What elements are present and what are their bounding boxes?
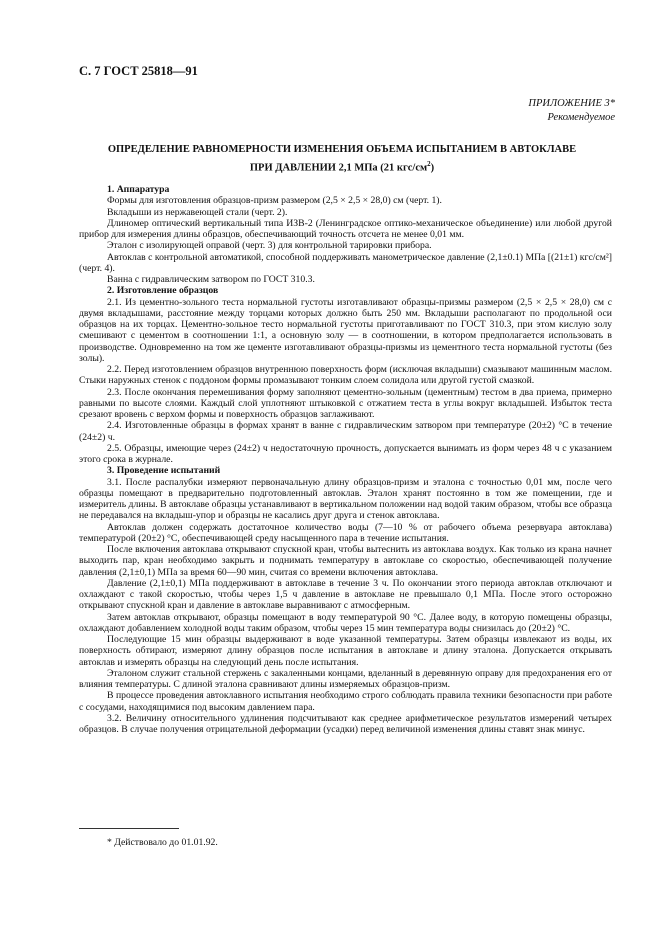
paragraph: Автоклав должен содержать достаточное количество воды (7—10 % от рабочего объема резервуара автоклава) температурой (20±2) °С, обеспечивающей среду насыщенного пара в течение испытания.: [79, 521, 612, 544]
paragraph: Автоклав с контрольной автоматикой, способной поддерживать манометрическое давление (2,1±0.1) МПа [(21±1) кгс/см²] (черт. 4).: [79, 251, 612, 274]
page-header: С. 7 ГОСТ 25818—91: [79, 64, 198, 78]
title-superscript: 2: [427, 160, 431, 168]
footnote-text: * Действовало до 01.01.92.: [107, 837, 218, 848]
title-line-2-text: ПРИ ДАВЛЕНИИ 2,1 МПа (21 кгс/см: [249, 162, 428, 174]
appendix-number: ПРИЛОЖЕНИЕ 3*: [528, 98, 615, 109]
title-line-2-end: ): [430, 162, 435, 174]
paragraph: 2.3. После окончания перемешивания форму заполняют цементно-зольным (цементным) тестом в два приема, примерно равными по высоте слоями. Каждый слой уплотняют штыковкой с отжатием теста в углы вокруг вкладышей. Избыток теста срезают вровень с верхом формы и поверхность образцов заглаживают.: [79, 386, 612, 420]
appendix-label: [528, 97, 615, 125]
paragraph: 2.1. Из цементно-зольного теста нормальной густоты изготавливают образцы-призмы размером (2,5 × 2,5 × 28,0) см с двумя вкладышами, расстояние между торцами которых должно быть 250 мм. Вкладыши располагают по продольной оси образцов на их торцах. Цементно-зольное тесто нормальной густоты приготавливают по ГОСТ 310.3, при этом кислую золу смешивают с цементом в соотношении 1:1, а основную золу — в соотношении, в котором предполагается использовать в производстве. Одновременно на том же цементе изготавливают образцы-призмы из цементного теста нормальной густоты (без золы).: [79, 296, 612, 364]
document-body: [79, 184, 612, 735]
paragraph: После включения автоклава открывают спускной кран, чтобы вытеснить из автоклава воздух. Как только из крана начнет выходить пар, кран необходимо закрыть и поднимать температуру в автоклаве со скоростью, обеспечивающей получение давления (2,1±0,1) МПа за время 60—90 мин, считая со времени включения автоклава.: [79, 544, 612, 578]
footnote: [79, 828, 612, 848]
paragraph: 2.5. Образцы, имеющие через (24±2) ч недостаточную прочность, допускается вынимать из форм через 48 ч с указанием этого срока в журнале.: [79, 442, 612, 465]
paragraph: Длиномер оптический вертикальный типа ИЗВ-2 (Ленинградское оптико-механическое объединение) или любой другой прибор для измерения длины образцов, обеспечивающий точность отсчета не менее 0,01 мм.: [79, 217, 612, 240]
paragraph: Давление (2,1±0,1) МПа поддерживают в автоклаве в течение 3 ч. По окончании этого периода автоклав отключают и охлаждают с такой скоростью, чтобы через 1,5 ч давление в автоклаве не превышало 0,1 МПа. После этого осторожно открывают спускной кран и давление в автоклаве выравнивают с атмосферным.: [79, 577, 612, 612]
paragraph: Вкладыши из нержавеющей стали (черт. 2).: [107, 206, 288, 218]
paragraph: 3.1. После распалубки измеряют первоначальную длину образцов-призм и эталона с точностью 0,01 мм, после чего образцы помещают в предварительно подготовленный автоклав. Эталон хранят постоянно в том же помещении, где и измеритель длины. В автоклаве образцы устанавливают в вертикальном положении над водой таким образом, чтобы все образца не передавался на вкладыш-упор и образцы не касались друг друга и стенок автоклава.: [79, 476, 612, 522]
document-title: [100, 143, 584, 176]
paragraph: В процессе проведения автоклавного испытания необходимо строго соблюдать правила техники безопасности при работе с сосудами, находящимися под высоким давлением пара.: [79, 690, 612, 713]
section-heading-testing: 3. Проведение испытаний: [107, 465, 221, 477]
title-line-1: ОПРЕДЕЛЕНИЕ РАВНОМЕРНОСТИ ИЗМЕНЕНИЯ ОБЪЕМА ИСПЫТАНИЕМ В АВТОКЛАВЕ: [107, 144, 577, 155]
paragraph: Ванна с гидравлическим затвором по ГОСТ 310.3.: [107, 274, 315, 285]
title-line-2: [100, 157, 584, 176]
section-heading-apparatus: 1. Аппаратура: [107, 184, 170, 195]
paragraph: 2.2. Перед изготовлением образцов внутреннюю поверхность форм (исключая вкладыши) смазывают машинным маслом. Стыки наружных стенок с поддоном формы промазывают тонким слоем солидола или другой густой смазкой.: [79, 364, 612, 387]
paragraph: Эталон с изолирующей оправой (черт. 3) для контрольной тарировки прибора.: [107, 240, 432, 252]
paragraph: Формы для изготовления образцов-призм размером (2,5 × 2,5 × 28,0) см (черт. 1).: [107, 195, 442, 207]
paragraph: Затем автоклав открывают, образцы помещают в воду температурой 90 °С. Далее воду, в которую помещены образцы, охлаждают добавлением холодной воды таким образом, чтобы через 15 мин температура воды снизилась до (20±2) °С.: [79, 611, 612, 634]
paragraph: Последующие 15 мин образцы выдерживают в воде указанной температуры. Затем образцы извлекают из воды, их поверхность обтирают, измеряют длину образцов после испытания в автоклаве и длину эталона. Допускается открывать автоклав и измерять образцы на следующий день после испытания.: [79, 634, 612, 668]
appendix-status: Рекомендуемое: [547, 112, 615, 123]
paragraph: 2.4. Изготовленные образцы в формах хранят в ванне с гидравлическим затвором при температуре (20±2) °С в течение (24±2) ч.: [79, 420, 612, 443]
footnote-divider: [79, 828, 179, 829]
paragraph: 3.2. Величину относительного удлинения подсчитывают как среднее арифметическое результатов измерений четырех образцов. В случае получения отрицательной деформации (усадки) перед величиной изменения длины ставят знак минус.: [79, 712, 612, 735]
paragraph: Эталоном служит стальной стержень с закаленными концами, вделанный в деревянную оправу для предохранения его от влияния температуры. С длиной эталона сравнивают длины измеряемых образцов-призм.: [79, 667, 612, 690]
section-heading-specimens: 2. Изготовление образцов: [107, 285, 219, 297]
